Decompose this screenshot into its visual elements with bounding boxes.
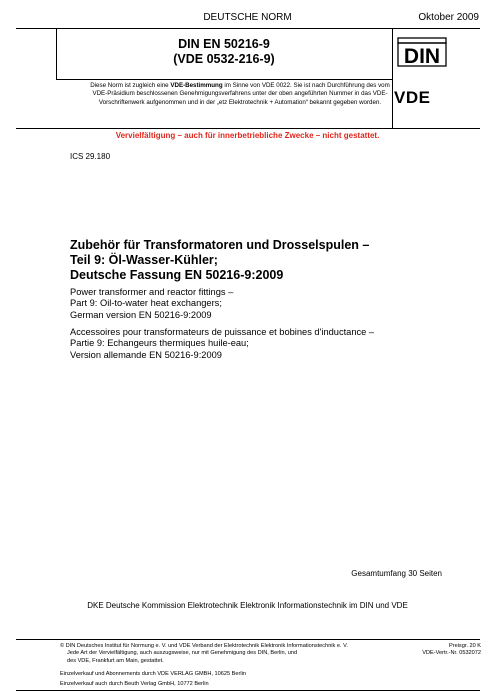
ics-code: ICS 29.180 <box>70 152 111 161</box>
din-logo <box>397 37 447 67</box>
standard-title-block <box>56 31 392 79</box>
vde-vertr-nr: VDE-Vertr.-Nr. 0532072 <box>422 650 481 657</box>
copyright-line: des VDE, Frankfurt am Main, gestattet. <box>67 657 164 664</box>
din-logo-graphic <box>397 37 447 67</box>
reproduction-warning: Vervielfältigung – auch für innerbetriebliche Zwecke – nicht gestattet. <box>115 131 380 140</box>
dke-committee: DKE Deutsche Kommission Elektrotechnik Elektronik Informationstechnik im DIN und VDE <box>87 601 408 610</box>
total-pages: Gesamtumfang 30 Seiten <box>351 569 442 578</box>
english-title-line: Part 9: Oil-to-water heat exchangers; <box>70 298 222 309</box>
divider-top <box>16 28 480 29</box>
notice-lead: Diese Norm ist zugleich eine <box>90 82 171 89</box>
divider-footer-top <box>16 639 480 640</box>
divider-notice-bottom <box>16 128 480 129</box>
notice-bold: VDE-Bestimmung <box>170 82 223 89</box>
german-title <box>70 238 369 283</box>
sales-beuth: Einzelverkauf auch durch Beuth Verlag GmbH, 10772 Berlin <box>60 681 209 687</box>
price-info <box>422 643 481 658</box>
vde-number: (VDE 0532-216-9) <box>173 52 275 66</box>
french-title-line: Accessoires pour transformateurs de puissance et bobines d'inductance – <box>70 327 375 337</box>
vde-logo: VDE <box>394 88 431 107</box>
copyright-line: © DIN Deutsches Institut für Normung e. V. und VDE Verband der Elektrotechnik Elektronik Informationstechnik e. V. <box>60 643 348 649</box>
french-title <box>70 327 374 361</box>
standard-type-label: DEUTSCHE NORM <box>203 12 292 23</box>
sales-vde-verlag: Einzelverkauf und Abonnements durch VDE VERLAG GMBH, 10625 Berlin <box>60 671 246 677</box>
french-title-line: Partie 9: Echangeurs thermiques huile-eau; <box>70 338 249 349</box>
divider-footer-bottom <box>16 690 480 691</box>
english-title-line: Power transformer and reactor fittings – <box>70 287 234 297</box>
vde-notice <box>90 82 390 107</box>
standard-number: DIN EN 50216-9 <box>178 37 270 51</box>
din-logo-text: DIN <box>403 45 441 67</box>
publication-date: Oktober 2009 <box>418 12 479 23</box>
french-title-line: Version allemande EN 50216-9:2009 <box>70 349 222 360</box>
divider-title-right <box>392 28 393 129</box>
copyright-line: Jede Art der Vervielfältigung, auch auszugsweise, nur mit Genehmigung des DIN, Berlin, und <box>67 650 298 657</box>
german-title-line: Zubehör für Transformatoren und Drosselspulen – <box>70 238 370 252</box>
copyright-notice <box>60 643 390 665</box>
divider-title-bottom <box>56 79 392 80</box>
english-title <box>70 287 233 321</box>
german-title-line: Deutsche Fassung EN 50216-9:2009 <box>70 268 284 282</box>
german-title-line: Teil 9: Öl-Wasser-Kühler; <box>70 253 218 267</box>
price-group: Preisgr. 20 K <box>448 643 481 649</box>
english-title-line: German version EN 50216-9:2009 <box>70 309 212 320</box>
notice-rest: im Sinne von VDE 0022. Sie ist nach Durchführung des vom VDE-Präsidium beschlossenen Genehmigungsverfahrens unter der oben angeführten Nummer in das VDE-Vorschriftenwerk aufgenommen und in der „etz Elektrotechnik + Automation“ bekannt gegeben worden. <box>92 82 390 106</box>
